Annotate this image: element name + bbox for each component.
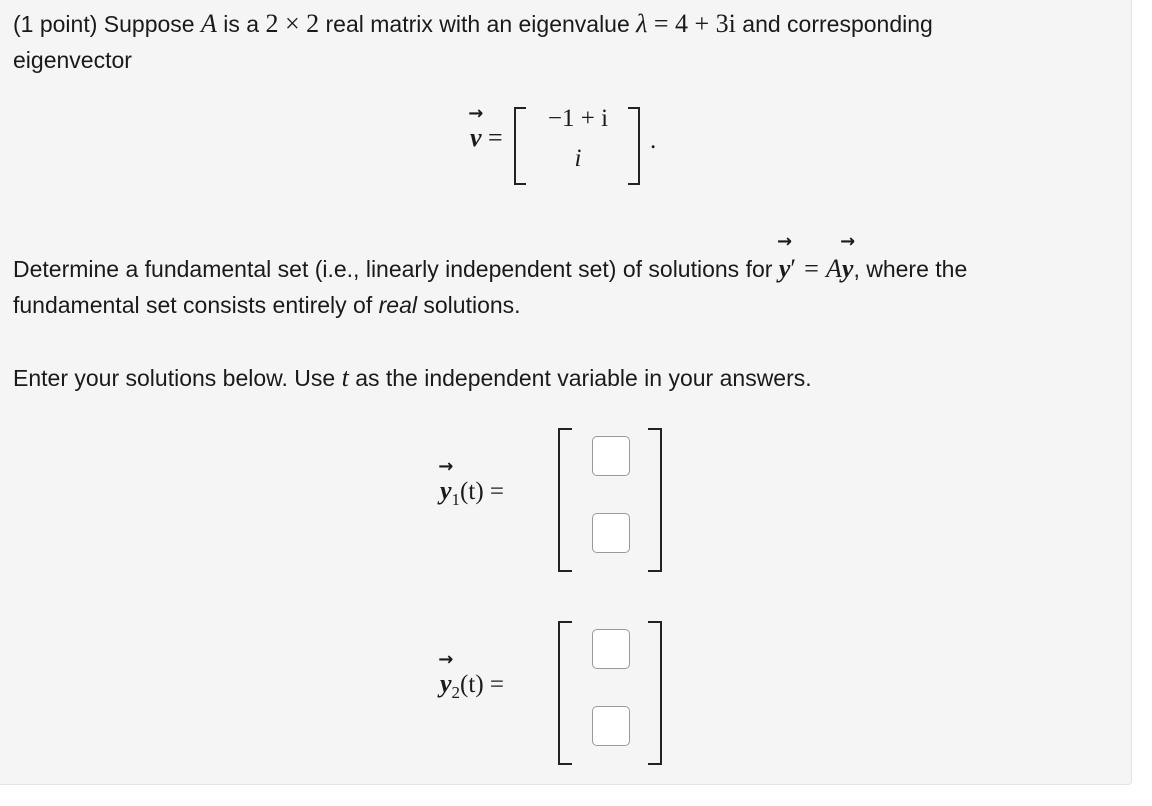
subscript: 2 <box>451 683 461 702</box>
eigenvector-bottom-entry: i <box>574 145 582 172</box>
statement-text: real matrix with an eigenvalue <box>325 11 630 37</box>
answer-label <box>438 649 504 703</box>
y-symbol: y <box>841 254 854 283</box>
answer-label <box>438 456 504 510</box>
answer-y2-component-2-input[interactable] <box>592 706 630 746</box>
right-bracket <box>628 107 640 185</box>
y-vector <box>438 649 454 699</box>
subscript: 1 <box>451 490 461 509</box>
right-bracket <box>648 621 662 765</box>
points-label: (1 point) <box>13 11 98 37</box>
matrix-symbol: A <box>200 9 217 38</box>
vector-arrow-icon: → <box>840 231 856 252</box>
eigenvector-symbol: v <box>470 123 482 152</box>
eigenvector-lhs <box>468 103 503 153</box>
equals-sign: = <box>488 123 503 152</box>
vector-arrow-icon: → <box>777 231 793 252</box>
left-bracket <box>558 621 572 765</box>
instructions <box>13 360 812 396</box>
statement-text: Determine a fundamental set (i.e., linearly independent set) of solutions for <box>13 256 773 282</box>
problem-statement-line1 <box>13 6 933 42</box>
statement-text: eigenvector <box>13 47 132 73</box>
vector-arrow-icon: → <box>468 103 484 124</box>
variable-symbol: t <box>341 363 349 392</box>
period: . <box>650 127 657 154</box>
statement-text: is a <box>223 11 260 37</box>
y-vector <box>840 231 856 287</box>
statement-text: , where the <box>853 256 968 282</box>
y-vector <box>438 456 454 506</box>
label-rest: (t) = <box>460 671 504 698</box>
prime-symbol: ′ <box>790 254 797 283</box>
label-rest: (t) = <box>460 478 504 505</box>
statement-text: as the independent variable in your answers. <box>355 365 812 391</box>
statement-text: fundamental set consists entirely of <box>13 292 373 318</box>
left-bracket <box>558 428 572 572</box>
y-symbol: y <box>440 476 452 505</box>
eigenvalue-value: = 4 + 3i <box>653 9 736 38</box>
eigenvalue-symbol: λ <box>636 9 648 38</box>
answer-y1-component-2-input[interactable] <box>592 513 630 553</box>
statement-text: Enter your solutions below. Use <box>13 365 336 391</box>
eigenvector-top-entry: −1 + i <box>547 105 609 132</box>
answer-y1 <box>440 426 680 576</box>
answer-y2 <box>440 619 680 769</box>
vector-arrow-icon: → <box>438 456 454 477</box>
right-bracket <box>648 428 662 572</box>
y-symbol: y <box>440 669 452 698</box>
problem-statement-line2 <box>13 42 132 78</box>
y-vector <box>777 231 793 287</box>
determine-line2 <box>13 287 521 323</box>
answer-y1-component-1-input[interactable] <box>592 436 630 476</box>
statement-text: Suppose <box>103 11 195 37</box>
matrix-size: 2 × 2 <box>265 9 320 38</box>
statement-text: and corresponding <box>742 11 933 37</box>
y-symbol: y <box>778 254 791 283</box>
vector-arrow-icon: → <box>438 649 454 670</box>
statement-text: solutions. <box>423 292 521 318</box>
emphasis-real: real <box>378 292 417 318</box>
equation-rhs: = A <box>802 254 842 283</box>
answer-y2-component-1-input[interactable] <box>592 629 630 669</box>
left-bracket <box>514 107 526 185</box>
determine-line1 <box>13 231 968 287</box>
